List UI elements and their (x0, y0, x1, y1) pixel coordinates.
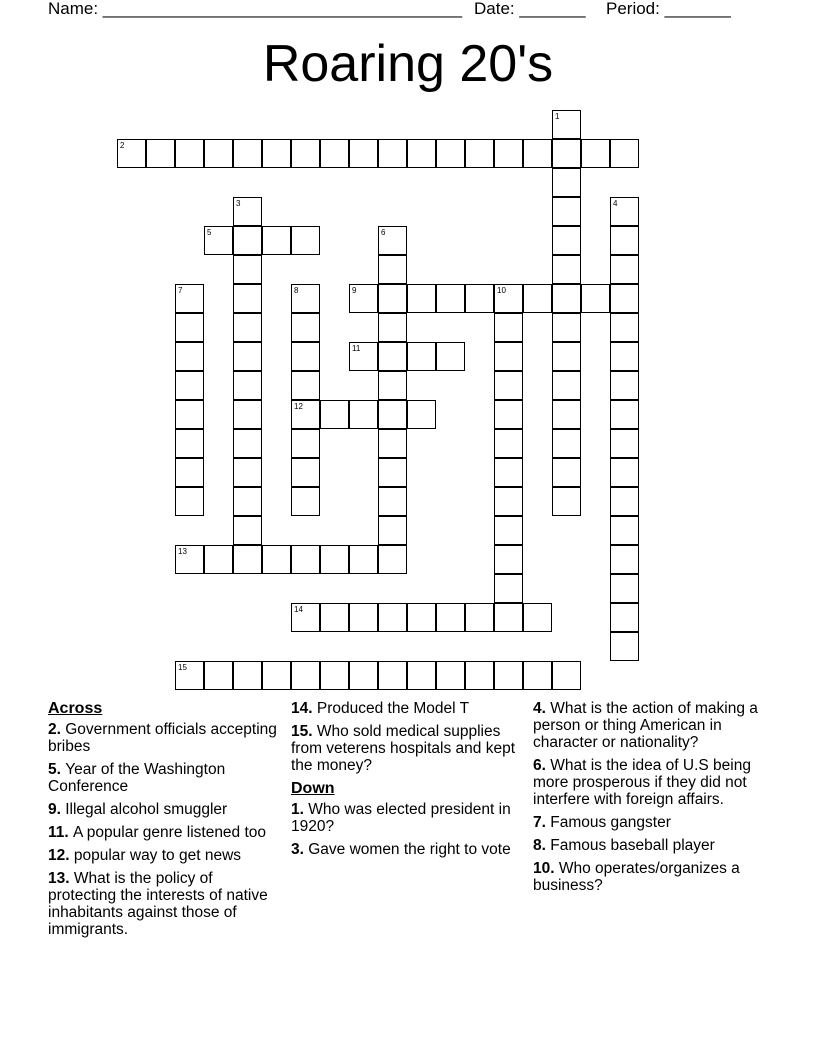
grid-cell[interactable] (233, 284, 262, 313)
grid-cell[interactable] (175, 313, 204, 342)
grid-cell[interactable] (291, 226, 320, 255)
grid-cell[interactable] (436, 139, 465, 168)
clue-item-text: Who sold medical supplies from veterens hospitals and kept the money? (291, 723, 516, 774)
clue-item-number: 7. (533, 814, 551, 831)
grid-cell[interactable] (407, 661, 436, 690)
grid-cell[interactable] (552, 168, 581, 197)
clue-number: 12 (294, 402, 303, 411)
grid-cell[interactable] (175, 458, 204, 487)
grid-cell[interactable] (291, 458, 320, 487)
grid-cell[interactable] (378, 284, 407, 313)
clue-item (291, 841, 521, 858)
grid-cell[interactable] (407, 603, 436, 632)
clue-item (533, 860, 773, 894)
clue-number: 10 (497, 286, 506, 295)
grid-cell[interactable] (233, 371, 262, 400)
grid-cell[interactable] (233, 661, 262, 690)
grid-cell[interactable] (349, 139, 378, 168)
grid-cell[interactable] (233, 487, 262, 516)
grid-cell[interactable] (581, 139, 610, 168)
grid-cell[interactable] (175, 284, 204, 313)
grid-cell[interactable] (610, 545, 639, 574)
grid-cell[interactable] (349, 603, 378, 632)
grid-cell[interactable] (320, 400, 349, 429)
clue-number: 6 (381, 228, 386, 237)
grid-cell[interactable] (378, 603, 407, 632)
grid-cell[interactable] (233, 226, 262, 255)
grid-cell[interactable] (175, 429, 204, 458)
grid-cell[interactable] (552, 342, 581, 371)
grid-cell[interactable] (378, 487, 407, 516)
clue-item-number: 3. (291, 841, 309, 858)
grid-cell[interactable] (175, 487, 204, 516)
grid-cell[interactable] (523, 284, 552, 313)
clue-item-number: 15. (291, 723, 317, 740)
clue-number: 9 (352, 286, 357, 295)
grid-cell[interactable] (552, 110, 581, 139)
grid-cell[interactable] (233, 545, 262, 574)
clue-item-number: 1. (291, 801, 309, 818)
grid-cell[interactable] (494, 371, 523, 400)
clue-item-text: What is the action of making a person or thing American in character or nationality? (533, 700, 758, 751)
grid-cell[interactable] (233, 197, 262, 226)
grid-cell[interactable] (610, 342, 639, 371)
clue-item-text: What is the idea of U.S being more prosperous if they did not interfere with foreign affairs. (533, 757, 751, 808)
grid-cell[interactable] (204, 545, 233, 574)
grid-cell[interactable] (610, 197, 639, 226)
grid-cell[interactable] (378, 371, 407, 400)
grid-cell[interactable] (610, 487, 639, 516)
clue-item-text: Who was elected president in 1920? (291, 801, 511, 835)
clue-item (533, 814, 773, 831)
grid-cell[interactable] (610, 139, 639, 168)
grid-cell[interactable] (552, 429, 581, 458)
grid-cell[interactable] (552, 284, 581, 313)
grid-cell[interactable] (610, 255, 639, 284)
grid-cell[interactable] (523, 603, 552, 632)
grid-cell[interactable] (494, 139, 523, 168)
grid-cell[interactable] (465, 139, 494, 168)
grid-cell[interactable] (117, 139, 146, 168)
clue-item-text: Who operates/organizes a business? (533, 860, 740, 894)
grid-cell[interactable] (320, 139, 349, 168)
grid-cell[interactable] (610, 458, 639, 487)
across-clues-list (48, 721, 280, 938)
grid-cell[interactable] (349, 400, 378, 429)
clue-item-text: What is the policy of protecting the interests of native inhabitants against those of immigrants. (48, 870, 268, 938)
grid-cell[interactable] (552, 313, 581, 342)
grid-cell[interactable] (494, 284, 523, 313)
clue-item-number: 14. (291, 700, 317, 717)
clue-number: 3 (236, 199, 241, 208)
grid-cell[interactable] (378, 458, 407, 487)
grid-cell[interactable] (378, 139, 407, 168)
grid-cell[interactable] (436, 661, 465, 690)
puzzle-title: Roaring 20's (262, 35, 554, 93)
grid-cell[interactable] (291, 342, 320, 371)
grid-cell[interactable] (204, 226, 233, 255)
grid-cell[interactable] (378, 313, 407, 342)
grid-cell[interactable] (233, 139, 262, 168)
grid-cell[interactable] (320, 603, 349, 632)
grid-cell[interactable] (552, 371, 581, 400)
grid-cell[interactable] (291, 545, 320, 574)
grid-cell[interactable] (552, 197, 581, 226)
grid-cell[interactable] (262, 661, 291, 690)
grid-cell[interactable] (465, 284, 494, 313)
across-heading: Across (48, 700, 103, 717)
grid-cell[interactable] (262, 139, 291, 168)
grid-cell[interactable] (552, 487, 581, 516)
grid-cell[interactable] (494, 487, 523, 516)
clue-item-number: 10. (533, 860, 559, 877)
grid-cell[interactable] (610, 371, 639, 400)
grid-cell[interactable] (291, 429, 320, 458)
clue-number: 4 (613, 199, 618, 208)
grid-cell[interactable] (494, 429, 523, 458)
grid-cell[interactable] (494, 400, 523, 429)
clue-item-number: 13. (48, 870, 74, 887)
grid-cell[interactable] (233, 255, 262, 284)
grid-cell[interactable] (494, 313, 523, 342)
clue-number: 2 (120, 141, 125, 150)
grid-cell[interactable] (436, 603, 465, 632)
grid-cell[interactable] (378, 400, 407, 429)
clue-item (533, 837, 773, 854)
clue-item (48, 761, 280, 795)
period-field[interactable]: Period: _______ (606, 0, 731, 18)
grid-cell[interactable] (378, 255, 407, 284)
down-heading: Down (291, 780, 335, 797)
grid-cell[interactable] (291, 313, 320, 342)
grid-cell[interactable] (175, 371, 204, 400)
clue-item-number: 6. (533, 757, 551, 774)
grid-cell[interactable] (291, 661, 320, 690)
clue-item-text: Produced the Model T (316, 700, 470, 717)
grid-cell[interactable] (610, 429, 639, 458)
grid-cell[interactable] (465, 603, 494, 632)
date-field[interactable]: Date: _______ (474, 0, 586, 18)
grid-cell[interactable] (465, 661, 494, 690)
grid-cell[interactable] (581, 284, 610, 313)
grid-cell[interactable] (378, 516, 407, 545)
grid-cell[interactable] (494, 603, 523, 632)
grid-cell[interactable] (378, 429, 407, 458)
grid-cell[interactable] (610, 226, 639, 255)
grid-cell[interactable] (494, 458, 523, 487)
clue-number: 13 (178, 547, 187, 556)
clue-item (48, 721, 280, 755)
grid-cell[interactable] (378, 226, 407, 255)
clue-item (48, 801, 280, 818)
clue-number: 11 (352, 344, 361, 353)
clue-item-text: Government officials accepting bribes (48, 721, 277, 755)
grid-cell[interactable] (610, 313, 639, 342)
clue-item (291, 700, 521, 717)
clue-item-text: Famous gangster (550, 814, 671, 831)
clue-item-number: 2. (48, 721, 66, 738)
clue-item (533, 757, 773, 808)
grid-cell[interactable] (494, 574, 523, 603)
grid-cell[interactable] (407, 342, 436, 371)
grid-cell[interactable] (291, 400, 320, 429)
down-clues-list-continued (533, 700, 773, 894)
grid-cell[interactable] (233, 313, 262, 342)
grid-cell[interactable] (175, 545, 204, 574)
grid-cell[interactable] (233, 400, 262, 429)
grid-cell[interactable] (436, 284, 465, 313)
clue-number: 14 (294, 605, 303, 614)
clue-number: 15 (178, 663, 187, 672)
grid-cell[interactable] (407, 139, 436, 168)
grid-cell[interactable] (204, 139, 233, 168)
clue-number: 5 (207, 228, 212, 237)
grid-cell[interactable] (204, 661, 233, 690)
grid-cell[interactable] (610, 603, 639, 632)
grid-cell[interactable] (175, 400, 204, 429)
grid-cell[interactable] (175, 342, 204, 371)
grid-cell[interactable] (494, 545, 523, 574)
grid-cell[interactable] (407, 400, 436, 429)
clue-item-text: A popular genre listened too (73, 824, 267, 841)
grid-cell[interactable] (378, 342, 407, 371)
clue-item-text: Gave women the right to vote (308, 841, 511, 858)
clue-item-number: 8. (533, 837, 551, 854)
grid-cell[interactable] (523, 661, 552, 690)
clue-item-text: popular way to get news (73, 847, 242, 864)
down-clues-list (291, 801, 521, 858)
grid-cell[interactable] (552, 400, 581, 429)
grid-cell[interactable] (291, 284, 320, 313)
clue-item-number: 11. (48, 824, 73, 841)
clue-item-number: 5. (48, 761, 66, 778)
grid-cell[interactable] (320, 545, 349, 574)
name-field[interactable]: Name: ______________________________________ (48, 0, 463, 18)
clue-item-text: Famous baseball player (550, 837, 715, 854)
grid-cell[interactable] (349, 545, 378, 574)
grid-cell[interactable] (349, 661, 378, 690)
across-clues-list-continued (291, 700, 521, 774)
grid-cell[interactable] (610, 516, 639, 545)
grid-cell[interactable] (291, 139, 320, 168)
grid-cell[interactable] (233, 429, 262, 458)
clue-item (291, 723, 521, 774)
grid-cell[interactable] (494, 516, 523, 545)
clue-item-number: 12. (48, 847, 74, 864)
clue-number: 8 (294, 286, 299, 295)
grid-cell[interactable] (610, 574, 639, 603)
grid-cell[interactable] (378, 545, 407, 574)
clue-item-text: Year of the Washington Conference (48, 761, 226, 795)
grid-cell[interactable] (233, 342, 262, 371)
clue-item-number: 9. (48, 801, 66, 818)
clue-item (48, 824, 280, 841)
clue-item-text: Illegal alcohol smuggler (65, 801, 228, 818)
grid-cell[interactable] (233, 458, 262, 487)
grid-cell[interactable] (262, 226, 291, 255)
clue-item (533, 700, 773, 751)
grid-cell[interactable] (494, 661, 523, 690)
grid-cell[interactable] (349, 342, 378, 371)
grid-cell[interactable] (320, 661, 349, 690)
grid-cell[interactable] (610, 400, 639, 429)
grid-cell[interactable] (552, 255, 581, 284)
grid-cell[interactable] (552, 139, 581, 168)
clues-column-3 (533, 700, 773, 900)
grid-cell[interactable] (407, 284, 436, 313)
grid-cell[interactable] (291, 371, 320, 400)
grid-cell[interactable] (610, 284, 639, 313)
grid-cell[interactable] (378, 661, 407, 690)
clues-column-1 (48, 700, 280, 944)
clue-item (48, 870, 280, 938)
grid-cell[interactable] (552, 661, 581, 690)
grid-cell[interactable] (436, 342, 465, 371)
grid-cell[interactable] (291, 603, 320, 632)
clue-item (48, 847, 280, 864)
clue-item (291, 801, 521, 835)
clues-column-2 (291, 700, 521, 864)
grid-cell[interactable] (523, 139, 552, 168)
grid-cell[interactable] (552, 226, 581, 255)
grid-cell[interactable] (291, 487, 320, 516)
grid-cell[interactable] (610, 632, 639, 661)
clue-number: 7 (178, 286, 183, 295)
grid-cell[interactable] (233, 516, 262, 545)
grid-cell[interactable] (349, 284, 378, 313)
grid-cell[interactable] (175, 661, 204, 690)
grid-cell[interactable] (146, 139, 175, 168)
grid-cell[interactable] (175, 139, 204, 168)
grid-cell[interactable] (494, 342, 523, 371)
clue-item-number: 4. (533, 700, 551, 717)
clue-number: 1 (555, 112, 560, 121)
grid-cell[interactable] (552, 458, 581, 487)
grid-cell[interactable] (262, 545, 291, 574)
